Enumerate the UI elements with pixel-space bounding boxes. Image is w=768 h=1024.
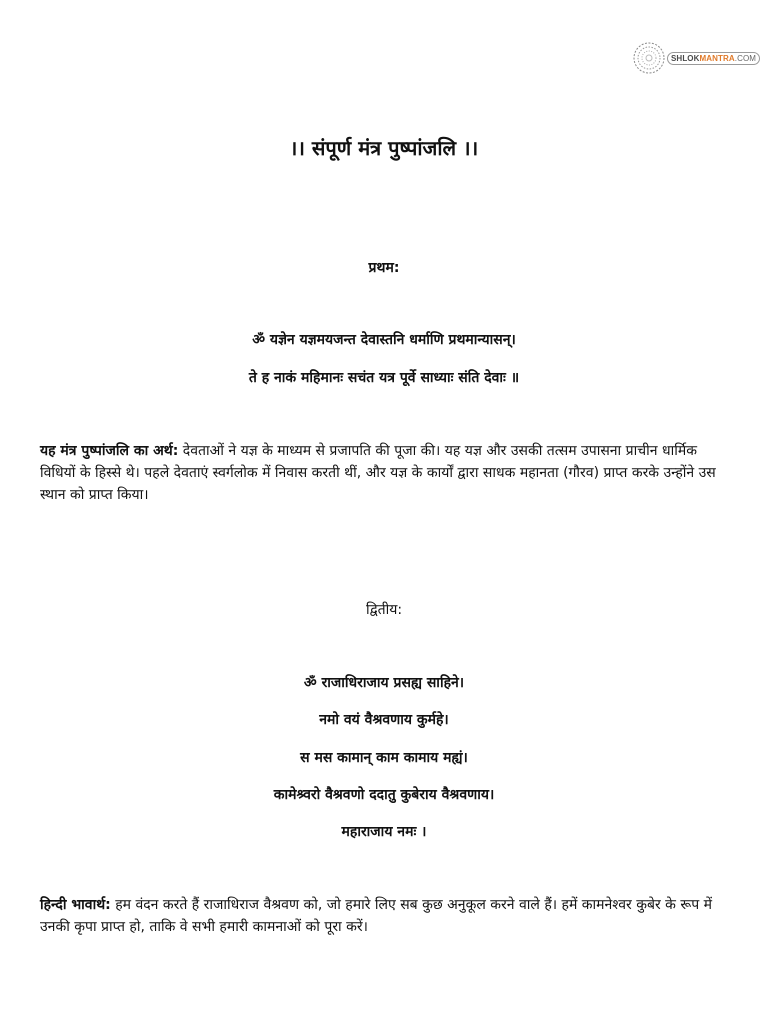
verse-line: ॐ यज्ञेन यज्ञमयजन्त देवास्तनि धर्माणि प्रथमान्यासन्। — [252, 332, 516, 348]
verse-line: ॐ राजाधिराजाय प्रसह्य साहिने। — [303, 675, 465, 691]
verse-line: महाराजाय नमः । — [341, 824, 427, 840]
meaning-text: हम वंदन करते हैं राजाधिराज वैश्रवण को, जो हमारे लिए सब कुछ अनुकूल करने वाले हैं। हमें कामनेश्वर कुबेर के रूप में उनकी कृपा प्राप्त हो, ताकि वे सभी हमारी कामनाओं को पूरा करें। — [40, 897, 712, 935]
verse-line: कामेश्र्वरो वैश्रवणो ददातु कुबेराय वैश्रवणाय। — [273, 787, 495, 803]
verse-line: ते ह नाकं महिमानः सचंत यत्र पूर्वे साध्याः संति देवाः ॥ — [248, 370, 520, 386]
page-title: ।। संपूर्ण मंत्र पुष्पांजलि ।। — [289, 136, 479, 160]
meaning-label: हिन्दी भावार्थ: — [40, 897, 111, 913]
logo-wordmark — [667, 52, 760, 65]
verse-line: नमो वयं वैश्रवणाय कुर्महे। — [319, 712, 449, 728]
meaning-text: देवताओं ने यज्ञ के माध्यम से प्रजापति की पूजा की। यह यज्ञ और उसकी तत्सम उपासना प्राचीन धार्मिक विधियों के हिस्से थे। पहले देवताएं स्वर्गलोक में निवास करती थीं, और यज्ञ के कार्यों द्वारा साधक महानता (गौरव) प्राप्त करके उन्होंने उस स्थान को प्राप्त किया। — [40, 443, 716, 503]
logo-brand-bold: SHLOK — [671, 53, 700, 63]
verse-line: स मस कामान् काम कामाय मह्यं। — [300, 750, 468, 766]
meaning-paragraph-second — [40, 894, 734, 938]
logo-brand-accent: MANTRA — [699, 53, 735, 63]
spiral-logo-icon — [632, 41, 666, 75]
section-heading-second: द्वितीय: — [365, 602, 403, 618]
logo-brand-suffix: .COM — [734, 53, 757, 63]
section-heading-first: प्रथम: — [368, 260, 400, 276]
meaning-paragraph-first — [40, 440, 734, 506]
site-logo — [632, 40, 757, 76]
meaning-label: यह मंत्र पुष्पांजलि का अर्थ: — [40, 443, 179, 459]
